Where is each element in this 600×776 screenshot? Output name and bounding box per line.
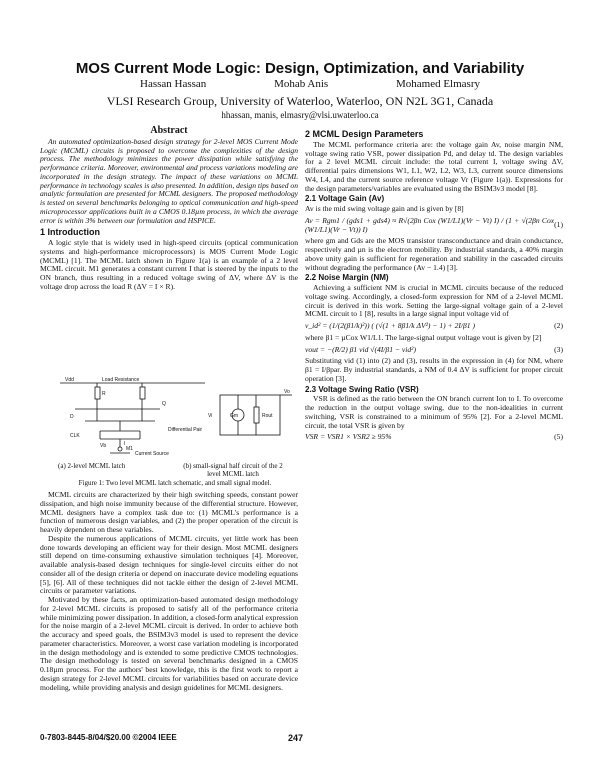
figure-label-r: R bbox=[102, 391, 106, 397]
equation-5-body: VSR = VSR1 × VSR2 ≥ 95% bbox=[305, 432, 392, 442]
affiliation: VLSI Research Group, University of Waterloo, Waterloo, ON N2L 3G1, Canada bbox=[106, 94, 494, 108]
subsection-2-2-mid: where β1 = µCox W1/L1. The large-signal output voltage vout is given by [2] bbox=[305, 332, 542, 342]
figure-label-vo: Vo bbox=[284, 389, 290, 395]
page-number: 247 bbox=[288, 733, 304, 743]
figure-label-i: I bbox=[124, 441, 126, 447]
author-emails: hhassan, manis, elmasry@vlsi.uwaterloo.ca bbox=[221, 110, 379, 120]
equation-3 bbox=[305, 346, 563, 355]
left-column-top bbox=[40, 127, 298, 292]
subsection-2-1-text: Av is the mid swing voltage gain and is given by [8] bbox=[305, 204, 464, 213]
figure-1-schematic bbox=[40, 375, 298, 457]
equation-5-number: (5) bbox=[554, 432, 563, 442]
equation-2-body: v_id² = (1/(2(β1/k)²)) ( (√(1 + 8β1/k ΔV²) − 1) + 2I/β1 ) bbox=[305, 321, 476, 330]
subsection-2-3-heading: 2.3 Voltage Swing Ratio (VSR) bbox=[305, 384, 419, 394]
figure-label-vdd: Vdd bbox=[65, 377, 74, 383]
figure-subcaption-a: (a) 2-level MCML latch bbox=[58, 462, 126, 470]
equation-1 bbox=[305, 217, 563, 235]
subsection-2-2-after: Substituting vid (1) into (2) and (3), results in the expression in (4) for NM, where β1 = I/βpar. By industrial standards, a NM of 0.4 ΔV is sufficient for proper circuit operation [3]. bbox=[305, 356, 563, 383]
figure-label-vb: Vb bbox=[100, 443, 107, 449]
figure-label-q: Q bbox=[162, 401, 166, 407]
figure-label-gm: Gm bbox=[230, 413, 239, 419]
intro-heading: 1 Introduction bbox=[40, 227, 100, 238]
figure-label-rout: Rout bbox=[262, 413, 273, 419]
intro-paragraph-3: Despite the numerous applications of MCML circuits, yet little work has been done towards developing an efficient way for their design. Most MCML designers still depend on time-consuming exhaustive simulation techniques [4]. Moreover, available analysis-based design techniques for single-level circuits either do not consider all of the design criteria or depend on inaccurate device modeling equations [5], [6]. All of these techniques did not tackle either the design of 2-level MCML circuits or parameter variations. bbox=[40, 533, 298, 596]
subsection-2-2-text: Achieving a sufficient NM is crucial in MCML circuits because of the reduced voltage swing. Accordingly, a closed-form expression for NM of a 2-level MCML circuit is derived in this work. Setting the large-signal voltage gain of a 2-level MCML circuit to 1 [8], results in a large signal input voltage vid of bbox=[305, 283, 563, 319]
footer-isbn: 0-7803-8445-8/04/$20.00 ©2004 IEEE bbox=[40, 733, 177, 742]
author-2: Mohab Anis bbox=[274, 78, 329, 90]
figure-label-vi: Vi bbox=[208, 413, 213, 419]
figure-label-m1: M1 bbox=[126, 446, 133, 452]
subsection-2-1-heading: 2.1 Voltage Gain (Av) bbox=[305, 194, 385, 204]
abstract-heading: Abstract bbox=[150, 125, 188, 136]
subsection-2-2-heading: 2.2 Noise Margin (NM) bbox=[305, 273, 389, 283]
section-2-paragraph: The MCML performance criteria are: the voltage gain Av, noise margin NM, voltage swing ratio VSR, power dissipation Pd, and delay td. The design variables for a 2 level MCML circuit include: the total current I, voltage swing ΔV, differential pairs dimensions W1, L1, W2, L2, W3, L3, current source dimensions W4, L4, and the current source reference voltage Vr (Figure 1(a)). Expressions for the design parameters/variables are evaluated using the BSIM3v3 model [8]. bbox=[305, 139, 563, 193]
abstract-text: An automated optimization-based design strategy for 2-level MOS Current Mode Logic (MCML) circuits is proposed to overcome the complexities of the design process. The methodology minimizes the power dissipation while satisfying the performance criteria. Moreover, environmental and process variations modeling are incorporated in the design strategy. The impact of these variations on MCML performance in technology scales is also presented. In addition, design tips based on analytic formulation are presented for MCML designers. The proposed methodology is tested on several benchmarks belonging to optical communication and high-speed microprocessor applications built in a CMOS 0.18µm process, in which the average error is within 3% between our formulation and HSPICE. bbox=[40, 136, 298, 225]
figure-subcaption-b: (b) small-signal half circuit of the 2 level MCML latch bbox=[183, 462, 283, 478]
figure-subcaptions bbox=[58, 462, 288, 478]
section-2-heading: 2 MCML Design Parameters bbox=[305, 129, 424, 139]
right-column bbox=[305, 127, 563, 445]
author-list bbox=[140, 78, 480, 90]
equation-2-number: (2) bbox=[554, 321, 563, 330]
equation-2 bbox=[305, 322, 563, 331]
equation-3-body: vout = −(R/2) β1 vid √(4I/β1 − vid²) bbox=[305, 344, 416, 354]
author-1: Hassan Hassan bbox=[140, 78, 207, 90]
equation-3-number: (3) bbox=[554, 344, 563, 354]
intro-paragraph-2: MCML circuits are characterized by their high switching speeds, constant power dissipation, and high noise immunity because of the differential structure. However, MCML designers have a complex task due to: (1) MCML's performance is a function of numerous design variables, and (2) the proper operation of the circuit is heavily dependent on these variables. bbox=[40, 490, 298, 534]
subsection-2-1-after: where gm and Gds are the MOS transistor transconductance and drain conductance, respectively and µn is the electron mobility. By industrial standards, a 40% margin above unity gain is sufficient for regeneration and stability in the cascaded circuits without degrading the performance (Av − 1.4) [3]. bbox=[305, 236, 563, 272]
left-column-bottom bbox=[40, 491, 298, 692]
subsection-2-3-text: VSR is defined as the ratio between the ON branch current Ion to I. To overcome the reduction in the output voltage swing, due to the non-idealities in current switching, VSR is constrained to a minimum of 95% [2]. For a 2-level MCML circuit, the total VSR is given by bbox=[305, 394, 563, 430]
paper-title: MOS Current Mode Logic: Design, Optimization, and Variability bbox=[75, 60, 525, 77]
equation-5 bbox=[305, 433, 563, 442]
figure-label-current-source: Current Source bbox=[135, 451, 169, 457]
intro-paragraph-4: Motivated by these facts, an optimization-based automated design methodology for 2-level MCML circuits is proposed to satisfy all of the performance criteria while minimizing power dissipation. In addition, a closed-form analytical expression for the noise margin of a 2-level MCML circuit is derived. In order to achieve both the accuracy and speed goals, the BSIM3v3 model is used to represent the device parameter characteristics. Moreover, a worst case variation modeling is incorporated in the design methodology and is extended to some predictive CMOS technologies. The design methodology is tested on several benchmarks designed in a CMOS 0.18µm process. For the authors' best knowledge, this is the first work to report a design strategy for 2-level MCML circuits for variabilities based on accurate device modeling, while providing analysis and design guidelines for MCML designers. bbox=[40, 595, 298, 692]
equation-1-body: Av = Rgm1 / (gds1 + gds4) ≈ R√(2βn Cox (W1/L1)(Vr − Vt) I) / (1 + √(2βn Cox (W1/L1)(Vr − Vt)) I) bbox=[305, 215, 555, 234]
equation-1-number: (1) bbox=[554, 220, 563, 230]
figure-label-clk: CLK bbox=[70, 433, 80, 439]
figure-label-d: D bbox=[70, 414, 74, 420]
figure-caption: Figure 1: Two level MCML latch schematic, and small signal model. bbox=[78, 479, 272, 487]
author-3: Mohamed Elmasry bbox=[395, 78, 480, 90]
figure-label-load: Load Resistance bbox=[102, 377, 140, 383]
figure-1 bbox=[40, 375, 298, 457]
intro-paragraph-1: A logic style that is widely used in high-speed circuits (optical communication systems and high-performance microprocessors) is MOS Current Mode Logic (MCML) [1]. The MCML latch shown in Figure 1(a) is an example of a 2 level MCML circuit. M1 generates a constant current I that is steered by the inputs to the ON branch, thus resulting in a reduced voltage swing of ΔV, where ΔV is the voltage drop across the load R (ΔV = I × R). bbox=[40, 238, 298, 291]
figure-label-diff-pair: Differential Pair bbox=[168, 427, 203, 433]
